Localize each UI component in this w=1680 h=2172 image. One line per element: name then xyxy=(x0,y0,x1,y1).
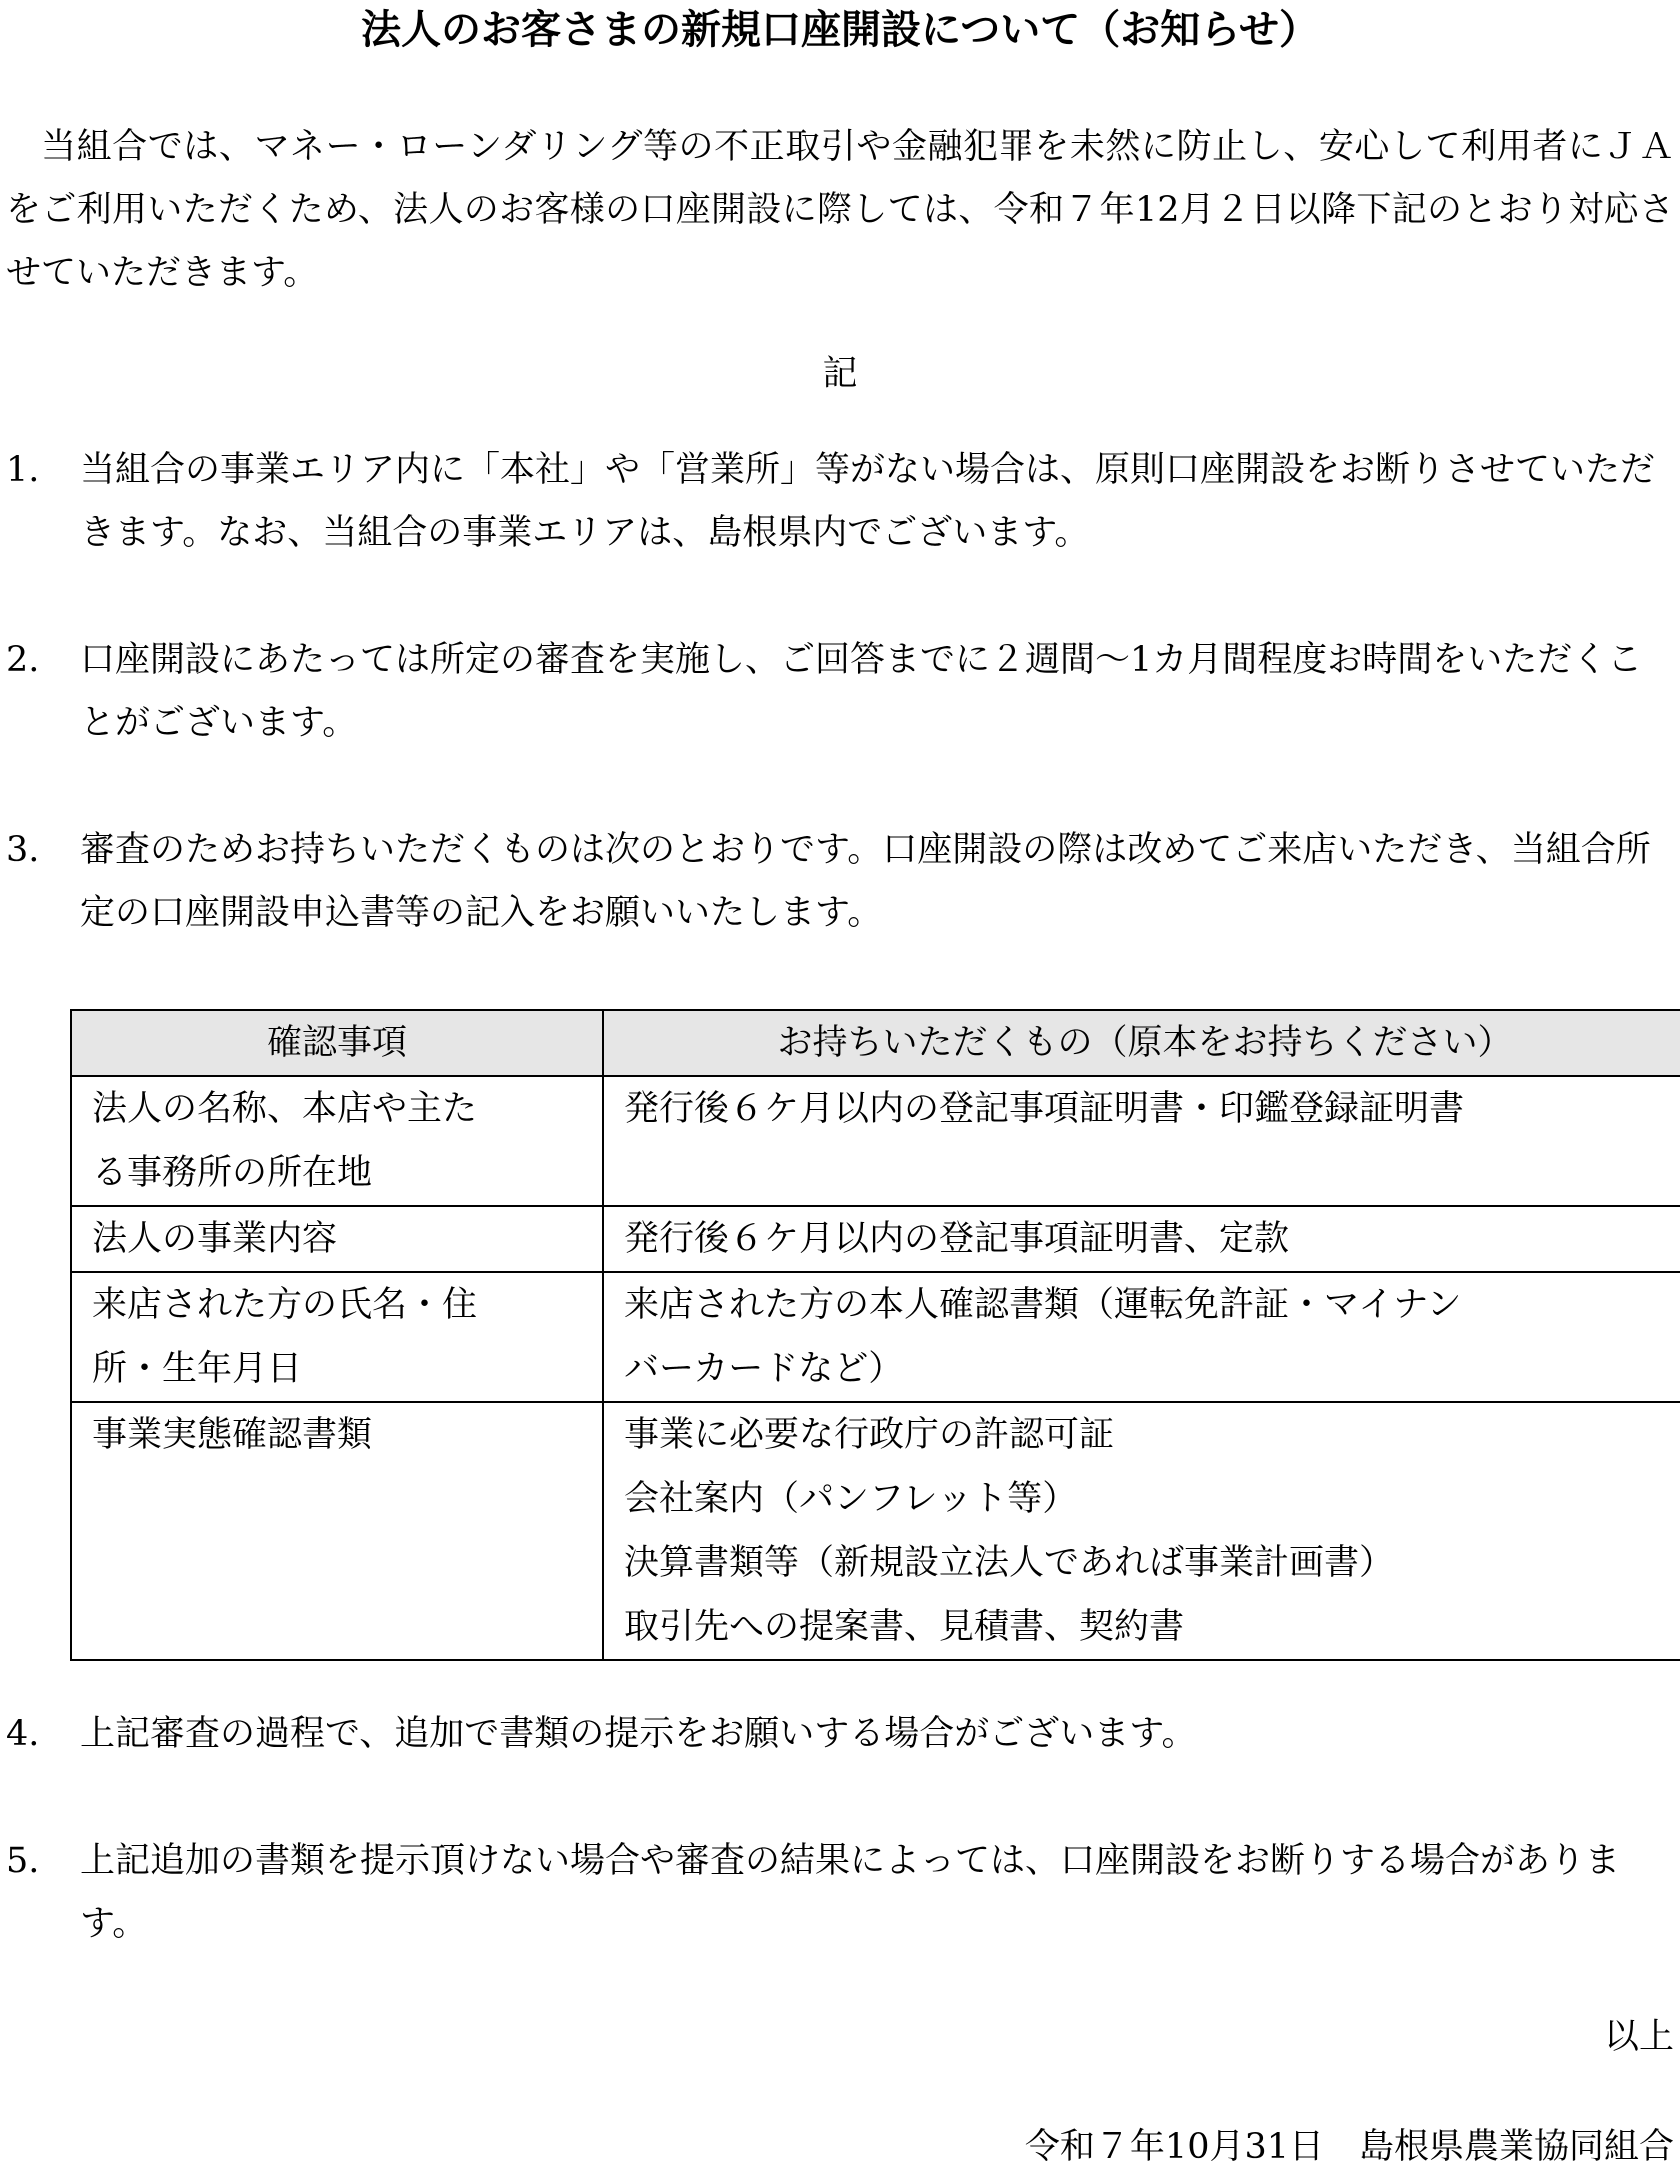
list-item-text: 上記追加の書類を提示頂けない場合や審査の結果によっては、口座開設をお断りする場合があります。 xyxy=(80,1841,1621,1944)
list-item-text: 上記審査の過程で、追加で書類の提示をお願いする場合がございます。 xyxy=(80,1714,1197,1754)
cell-line: 決算書類等（新規設立法人であれば事業計画書） xyxy=(624,1543,1395,1583)
table-row xyxy=(71,1206,1680,1272)
check-item-cell xyxy=(71,1402,603,1660)
cell-line: 発行後６ケ月以内の登記事項証明書・印鑑登録証明書 xyxy=(624,1089,1465,1129)
cell-line: バーカードなど） xyxy=(624,1349,904,1389)
table-row xyxy=(71,1272,1680,1402)
cell-line: 取引先への提案書、見積書、契約書 xyxy=(624,1607,1185,1647)
documents-cell xyxy=(603,1076,1680,1206)
documents-cell xyxy=(603,1402,1680,1660)
list-item-number: 1. xyxy=(6,450,40,490)
list-item-number: 5. xyxy=(6,1841,40,1881)
cell-line: 所・生年月日 xyxy=(92,1349,303,1389)
cell-line: 法人の事業内容 xyxy=(92,1219,338,1259)
intro-paragraph: 当組合では、マネー・ローンダリング等の不正取引や金融犯罪を未然に防止し、安心して利用者にＪＡをご利用いただくため、法人のお客様の口座開設に際しては、令和７年12月２日以降下記のとおり対応させていただきます。 xyxy=(6,127,1674,293)
check-item-cell xyxy=(71,1272,603,1402)
cell-line: 来店された方の本人確認書類（運転免許証・マイナン xyxy=(624,1285,1462,1325)
cell-line: 法人の名称、本店や主た xyxy=(92,1089,478,1129)
list-item-number: 3. xyxy=(6,830,40,870)
list-item-text: 当組合の事業エリア内に「本社」や「営業所」等がない場合は、原則口座開設をお断りさせていただきます。なお、当組合の事業エリアは、島根県内でございます。 xyxy=(80,450,1656,553)
list-item xyxy=(6,629,1674,755)
ki-heading: 記 xyxy=(822,354,858,394)
table-row xyxy=(71,1076,1680,1206)
cell-line: る事務所の所在地 xyxy=(92,1153,373,1193)
check-item-cell xyxy=(71,1076,603,1206)
cell-line: 事業実態確認書類 xyxy=(92,1415,373,1455)
list-item xyxy=(6,439,1674,565)
list-item-number: 2. xyxy=(6,640,40,680)
date-and-issuer: 令和７年10月31日 島根県農業協同組合 xyxy=(1024,2127,1674,2167)
list-item-number: 4. xyxy=(6,1714,40,1754)
closing-text: 以上 xyxy=(1603,2017,1674,2057)
list-item xyxy=(6,1830,1674,1956)
list-item-text: 口座開設にあたっては所定の審査を実施し、ご回答までに２週間～1カ月間程度お時間をいただくことがございます。 xyxy=(80,640,1643,743)
required-documents-table xyxy=(70,1009,1680,1661)
header-check-item: 確認事項 xyxy=(71,1010,603,1076)
table-row xyxy=(71,1402,1680,1660)
cell-line: 事業に必要な行政庁の許認可証 xyxy=(624,1415,1115,1455)
page-title: 法人のお客さまの新規口座開設について（お知らせ） xyxy=(361,7,1319,53)
table-header-row xyxy=(71,1010,1680,1076)
list-item-text: 審査のためお持ちいただくものは次のとおりです。口座開設の際は改めてご来店いただき、当組合所定の口座開設申込書等の記入をお願いいたします。 xyxy=(80,830,1651,933)
check-item-cell xyxy=(71,1206,603,1272)
header-documents: お持ちいただくもの（原本をお持ちください） xyxy=(603,1010,1680,1076)
documents-cell xyxy=(603,1206,1680,1272)
cell-line: 発行後６ケ月以内の登記事項証明書、定款 xyxy=(624,1219,1290,1259)
list-item xyxy=(6,1703,1674,1766)
cell-line: 会社案内（パンフレット等） xyxy=(624,1479,1078,1519)
cell-line: 来店された方の氏名・住 xyxy=(92,1285,478,1325)
documents-cell xyxy=(603,1272,1680,1402)
list-item xyxy=(6,819,1674,945)
